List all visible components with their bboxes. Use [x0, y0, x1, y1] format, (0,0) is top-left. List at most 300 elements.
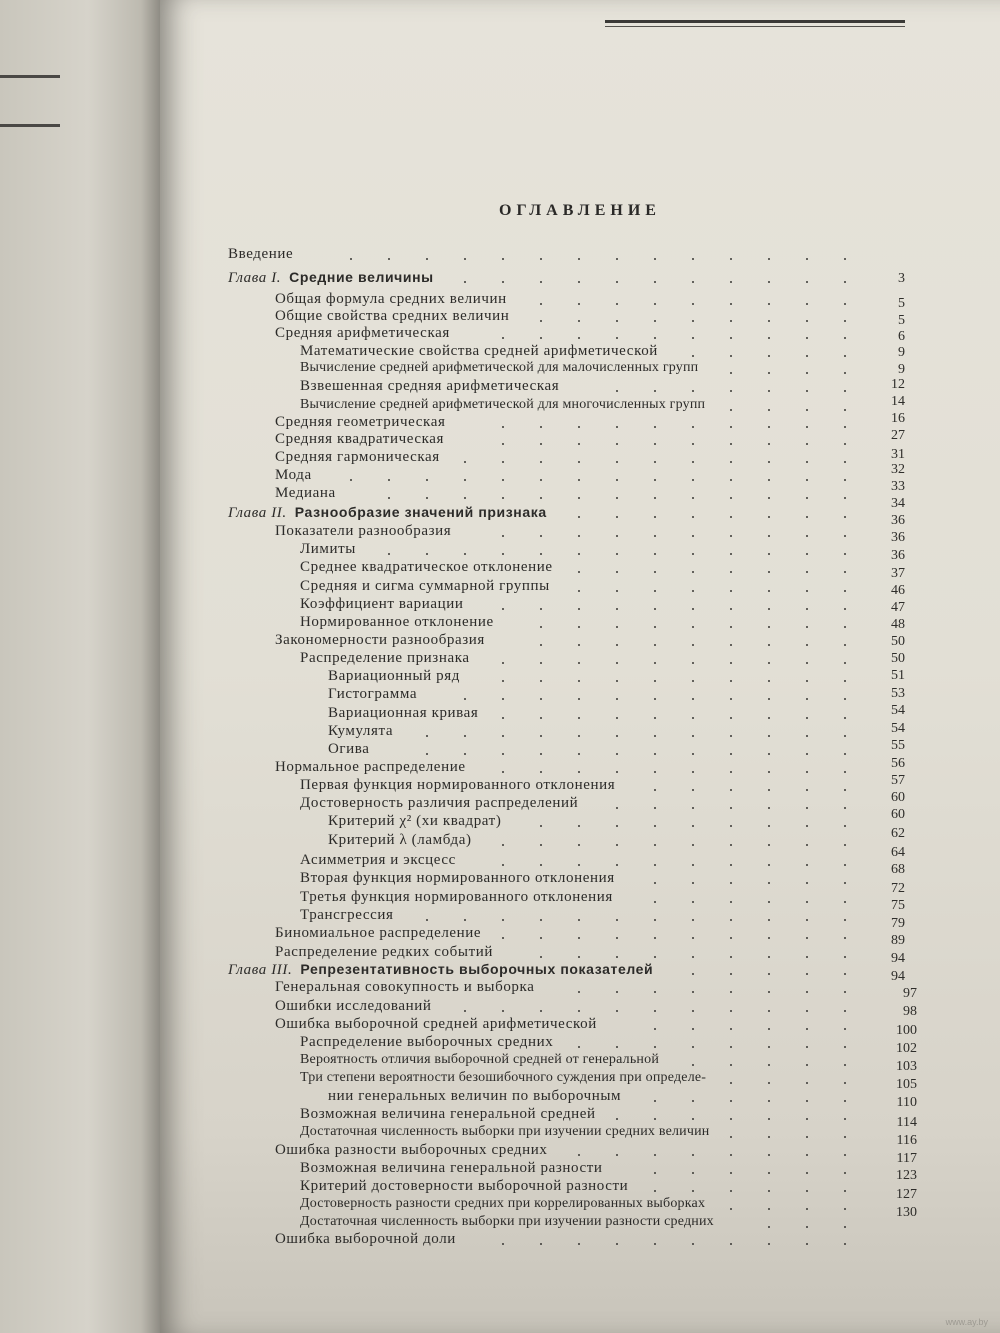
leader-dot: [692, 1028, 694, 1030]
leader-dot: [616, 807, 618, 809]
page-number: 5: [898, 296, 905, 311]
leader-dot: [578, 303, 580, 305]
leader-dot: [806, 864, 808, 866]
page-number: 117: [896, 1151, 917, 1166]
left-page: [0, 0, 160, 1333]
leader-dot: [730, 590, 732, 592]
entry-title: Три степени вероятности безошибочного суждения при определе-: [300, 1070, 707, 1085]
leader-dot: [730, 717, 732, 719]
chapter-entry: [228, 960, 653, 978]
leader-dot: [768, 590, 770, 592]
chapter-label: Глава II.: [228, 505, 287, 521]
leader-dot: [806, 516, 808, 518]
leader-dot: [426, 479, 428, 481]
leader-dot: [692, 1243, 694, 1245]
leader-dot: [540, 258, 542, 260]
leader-dot: [692, 608, 694, 610]
leader-dot: [654, 590, 656, 592]
toc-entry: [275, 430, 444, 448]
leader-dot: [502, 735, 504, 737]
page-number: 5: [898, 313, 905, 328]
leader-dot: [654, 844, 656, 846]
leader-dot: [692, 535, 694, 537]
leader-dot: [616, 258, 618, 260]
page-number: 54: [891, 703, 905, 718]
leader-dot: [844, 1154, 846, 1156]
leader-dot: [730, 443, 732, 445]
leader-dot: [578, 258, 580, 260]
leader-dot: [730, 1064, 732, 1066]
toc-entry: [275, 324, 450, 342]
leader-dot: [806, 844, 808, 846]
leader-dot: [844, 991, 846, 993]
leader-dot: [654, 662, 656, 664]
leader-dot: [806, 479, 808, 481]
leader-dot: [730, 991, 732, 993]
leader-dot: [616, 662, 618, 664]
leader-dot: [768, 1100, 770, 1102]
leader-dot: [540, 717, 542, 719]
leader-dot: [654, 771, 656, 773]
leader-dot: [692, 864, 694, 866]
entry-title: Общая формула средних величин: [275, 291, 507, 307]
leader-dot: [806, 644, 808, 646]
page-number: 32: [891, 462, 905, 477]
leader-dot: [692, 644, 694, 646]
leader-dot: [654, 303, 656, 305]
leader-dot: [502, 497, 504, 499]
leader-dot: [806, 1082, 808, 1084]
leader-dot: [464, 735, 466, 737]
toc-entry: [275, 290, 507, 308]
page-number: 97: [903, 986, 917, 1001]
toc-entry: [228, 245, 293, 263]
leader-dot: [844, 1064, 846, 1066]
leader-dot: [692, 1010, 694, 1012]
toc-entry: [300, 595, 464, 613]
entry-title: Средняя квадратическая: [275, 431, 445, 447]
leader-dot: [616, 516, 618, 518]
left-page-rule: [0, 124, 60, 127]
leader-dot: [502, 461, 504, 463]
leader-dot: [730, 461, 732, 463]
leader-dot: [768, 680, 770, 682]
page-number: 36: [891, 548, 905, 563]
toc-entry: [300, 1051, 659, 1069]
leader-dot: [768, 735, 770, 737]
leader-dot: [692, 590, 694, 592]
leader-dot: [692, 807, 694, 809]
page-number: 6: [898, 329, 905, 344]
leader-dot: [768, 320, 770, 322]
entry-title: Среднее квадратическое отклонение: [300, 559, 553, 575]
entry-title: Асимметрия и эксцесс: [300, 852, 456, 868]
leader-dot: [616, 1046, 618, 1048]
chapter-label: Глава I.: [228, 270, 282, 286]
leader-dot: [578, 864, 580, 866]
leader-dot: [692, 680, 694, 682]
toc-entry: [275, 631, 485, 649]
leader-dot: [768, 571, 770, 573]
leader-dot: [578, 698, 580, 700]
leader-dot: [806, 535, 808, 537]
leader-dot: [806, 991, 808, 993]
leader-dot: [654, 753, 656, 755]
entry-title: Ошибка разности выборочных средних: [275, 1142, 548, 1158]
leader-dot: [768, 1208, 770, 1210]
leader-dot: [768, 337, 770, 339]
leader-dot: [806, 1028, 808, 1030]
leader-dot: [616, 1243, 618, 1245]
leader-dot: [464, 281, 466, 283]
leader-dot: [426, 497, 428, 499]
leader-dot: [654, 1028, 656, 1030]
leader-dot: [768, 919, 770, 921]
leader-dot: [730, 1118, 732, 1120]
leader-dot: [844, 1046, 846, 1048]
toc-entry: [275, 978, 534, 996]
entry-title: Биномиальное распределение: [275, 925, 482, 941]
leader-dot: [692, 973, 694, 975]
leader-dot: [806, 807, 808, 809]
leader-dot: [616, 771, 618, 773]
toc-entry: [328, 704, 478, 722]
leader-dot: [768, 1190, 770, 1192]
leader-dot: [464, 553, 466, 555]
leader-dot: [502, 937, 504, 939]
toc-entry: [300, 1213, 714, 1231]
page-number: 16: [891, 411, 905, 426]
leader-dot: [578, 956, 580, 958]
leader-dot: [730, 320, 732, 322]
leader-dot: [654, 825, 656, 827]
page-number: 37: [891, 566, 905, 581]
leader-dot: [502, 1243, 504, 1245]
toc-entry: [300, 613, 494, 631]
entry-title: Ошибки исследований: [275, 998, 432, 1014]
chapter-entry: [228, 503, 547, 521]
leader-dot: [426, 919, 428, 921]
leader-dot: [768, 844, 770, 846]
leader-dot: [388, 553, 390, 555]
leader-dot: [768, 864, 770, 866]
leader-dot: [844, 1208, 846, 1210]
page-number: 110: [896, 1095, 917, 1110]
entry-title: Достаточная численность выборки при изучении разности средних: [300, 1214, 714, 1229]
leader-dot: [806, 771, 808, 773]
leader-dot: [806, 372, 808, 374]
leader-dot: [502, 553, 504, 555]
leader-dot: [844, 1226, 846, 1228]
leader-dot: [806, 937, 808, 939]
page-number: 36: [891, 513, 905, 528]
leader-dot: [654, 535, 656, 537]
leader-dot: [654, 1118, 656, 1120]
page-number: 14: [891, 394, 905, 409]
leader-dot: [806, 753, 808, 755]
entry-title: Мода: [275, 467, 312, 483]
leader-dot: [578, 825, 580, 827]
entry-title: Средние величины: [289, 269, 434, 285]
book-page: [160, 0, 1000, 1333]
leader-dot: [692, 281, 694, 283]
leader-dot: [730, 937, 732, 939]
leader-dot: [654, 1190, 656, 1192]
leader-dot: [692, 956, 694, 958]
leader-dot: [692, 662, 694, 664]
leader-dot: [768, 644, 770, 646]
leader-dot: [578, 1010, 580, 1012]
toc-entry: [300, 649, 470, 667]
leader-dot: [730, 608, 732, 610]
entry-title: Критерий χ² (хи квадрат): [328, 813, 502, 829]
leader-dot: [768, 535, 770, 537]
leader-dot: [540, 1243, 542, 1245]
leader-dot: [730, 571, 732, 573]
leader-dot: [768, 1226, 770, 1228]
entry-title: Генеральная совокупность и выборка: [275, 979, 535, 995]
leader-dot: [806, 1208, 808, 1210]
toc-entry: [300, 851, 456, 869]
toc-entry: [328, 1087, 621, 1105]
leader-dot: [654, 901, 656, 903]
entry-title: Медиана: [275, 485, 336, 501]
entry-title: Вариационный ряд: [328, 668, 460, 684]
leader-dot: [502, 479, 504, 481]
leader-dot: [616, 1010, 618, 1012]
leader-dot: [654, 680, 656, 682]
toc-entry: [275, 522, 451, 540]
left-page-rule: [0, 75, 60, 78]
leader-dot: [730, 372, 732, 374]
leader-dot: [464, 461, 466, 463]
leader-dot: [768, 717, 770, 719]
leader-dot: [692, 337, 694, 339]
entry-title: Математические свойства средней арифметической: [300, 343, 658, 359]
leader-dot: [692, 626, 694, 628]
leader-dot: [806, 1136, 808, 1138]
leader-dot: [730, 1190, 732, 1192]
leader-dot: [502, 426, 504, 428]
leader-dot: [768, 1028, 770, 1030]
leader-dot: [768, 1010, 770, 1012]
entry-title: Возможная величина генеральной разности: [300, 1160, 603, 1176]
leader-dot: [540, 626, 542, 628]
entry-title: Достоверность различия распределений: [300, 795, 579, 811]
leader-dot: [768, 443, 770, 445]
entry-title: Гистограмма: [328, 686, 418, 702]
page-number: 54: [891, 721, 905, 736]
leader-dot: [616, 937, 618, 939]
leader-dot: [502, 680, 504, 682]
toc-entry: [275, 448, 440, 466]
leader-dot: [692, 553, 694, 555]
leader-dot: [768, 461, 770, 463]
leader-dot: [654, 789, 656, 791]
toc-entry: [328, 667, 460, 685]
leader-dot: [806, 355, 808, 357]
leader-dot: [578, 662, 580, 664]
leader-dot: [768, 626, 770, 628]
leader-dot: [616, 461, 618, 463]
leader-dot: [388, 258, 390, 260]
leader-dot: [730, 735, 732, 737]
leader-dot: [464, 258, 466, 260]
leader-dot: [502, 753, 504, 755]
leader-dot: [768, 258, 770, 260]
page-number: 53: [891, 686, 905, 701]
toc-entry: [275, 466, 312, 484]
leader-dot: [426, 553, 428, 555]
leader-dot: [350, 479, 352, 481]
leader-dot: [768, 825, 770, 827]
leader-dot: [654, 1154, 656, 1156]
page-number: 105: [896, 1077, 917, 1092]
leader-dot: [730, 1208, 732, 1210]
leader-dot: [540, 479, 542, 481]
leader-dot: [654, 320, 656, 322]
leader-dot: [654, 497, 656, 499]
leader-dot: [692, 1154, 694, 1156]
leader-dot: [578, 937, 580, 939]
leader-dot: [654, 991, 656, 993]
leader-dot: [578, 919, 580, 921]
leader-dot: [768, 1046, 770, 1048]
leader-dot: [578, 680, 580, 682]
leader-dot: [730, 281, 732, 283]
leader-dot: [578, 590, 580, 592]
leader-dot: [578, 337, 580, 339]
leader-dot: [616, 717, 618, 719]
leader-dot: [730, 1136, 732, 1138]
leader-dot: [540, 443, 542, 445]
entry-title: Ошибка выборочной средней арифметической: [275, 1016, 597, 1032]
leader-dot: [806, 1226, 808, 1228]
page-number: 130: [896, 1205, 917, 1220]
entry-title: Распределение выборочных средних: [300, 1034, 554, 1050]
leader-dot: [806, 901, 808, 903]
leader-dot: [768, 698, 770, 700]
leader-dot: [806, 303, 808, 305]
leader-dot: [768, 516, 770, 518]
leader-dot: [768, 372, 770, 374]
leader-dot: [768, 973, 770, 975]
leader-dot: [692, 1172, 694, 1174]
leader-dot: [730, 901, 732, 903]
page-number: 94: [891, 969, 905, 984]
leader-dot: [806, 919, 808, 921]
leader-dot: [654, 937, 656, 939]
leader-dot: [806, 390, 808, 392]
leader-dot: [578, 443, 580, 445]
page-number: 98: [903, 1004, 917, 1019]
leader-dot: [692, 320, 694, 322]
leader-dot: [768, 882, 770, 884]
leader-dot: [540, 461, 542, 463]
leader-dot: [692, 937, 694, 939]
leader-dot: [692, 1046, 694, 1048]
leader-dot: [768, 355, 770, 357]
leader-dot: [502, 771, 504, 773]
toc-entry: [300, 558, 553, 576]
leader-dot: [768, 1172, 770, 1174]
entry-title: Общие свойства средних величин: [275, 308, 510, 324]
leader-dot: [654, 516, 656, 518]
leader-dot: [540, 956, 542, 958]
leader-dot: [464, 1010, 466, 1012]
leader-dot: [616, 608, 618, 610]
leader-dot: [768, 409, 770, 411]
leader-dot: [844, 1172, 846, 1174]
entry-title: Распределение редких событий: [275, 944, 493, 960]
page-number: 116: [896, 1133, 917, 1148]
leader-dot: [730, 789, 732, 791]
leader-dot: [806, 608, 808, 610]
leader-dot: [730, 1172, 732, 1174]
leader-dot: [654, 337, 656, 339]
toc-entry: [300, 1123, 709, 1141]
entry-title: Вычисление средней арифметической для многочисленных групп: [300, 397, 706, 412]
leader-dot: [806, 698, 808, 700]
leader-dot: [502, 608, 504, 610]
leader-dot: [502, 698, 504, 700]
leader-dot: [654, 1100, 656, 1102]
page-number: 89: [891, 933, 905, 948]
page-number: 68: [891, 862, 905, 877]
leader-dot: [806, 590, 808, 592]
page-number: 123: [896, 1168, 917, 1183]
leader-dot: [692, 753, 694, 755]
leader-dot: [616, 303, 618, 305]
leader-dot: [578, 644, 580, 646]
toc-entry: [300, 1069, 706, 1087]
table-of-contents: [160, 0, 1000, 1333]
leader-dot: [540, 825, 542, 827]
page-number: 64: [891, 845, 905, 860]
leader-dot: [692, 571, 694, 573]
toc-entry: [275, 758, 466, 776]
leader-dot: [578, 844, 580, 846]
leader-dot: [540, 608, 542, 610]
toc-entry: [300, 1195, 705, 1213]
leader-dot: [540, 919, 542, 921]
leader-dot: [578, 320, 580, 322]
leader-dot: [426, 753, 428, 755]
toc-entry: [300, 577, 550, 595]
page-number: 100: [896, 1023, 917, 1038]
leader-dot: [464, 698, 466, 700]
leader-dot: [654, 1046, 656, 1048]
leader-dot: [806, 409, 808, 411]
toc-entry: [328, 722, 393, 740]
leader-dot: [502, 662, 504, 664]
page-number: 46: [891, 583, 905, 598]
leader-dot: [578, 571, 580, 573]
leader-dot: [616, 390, 618, 392]
leader-dot: [578, 626, 580, 628]
entry-title: Вариационная кривая: [328, 705, 479, 721]
toc-entry: [300, 1159, 603, 1177]
page-number: 50: [891, 634, 905, 649]
leader-dot: [540, 281, 542, 283]
leader-dot: [464, 753, 466, 755]
leader-dot: [730, 516, 732, 518]
leader-dot: [578, 497, 580, 499]
leader-dot: [768, 937, 770, 939]
entry-title: Закономерности разнообразия: [275, 632, 485, 648]
leader-dot: [654, 717, 656, 719]
page-number: 72: [891, 881, 905, 896]
